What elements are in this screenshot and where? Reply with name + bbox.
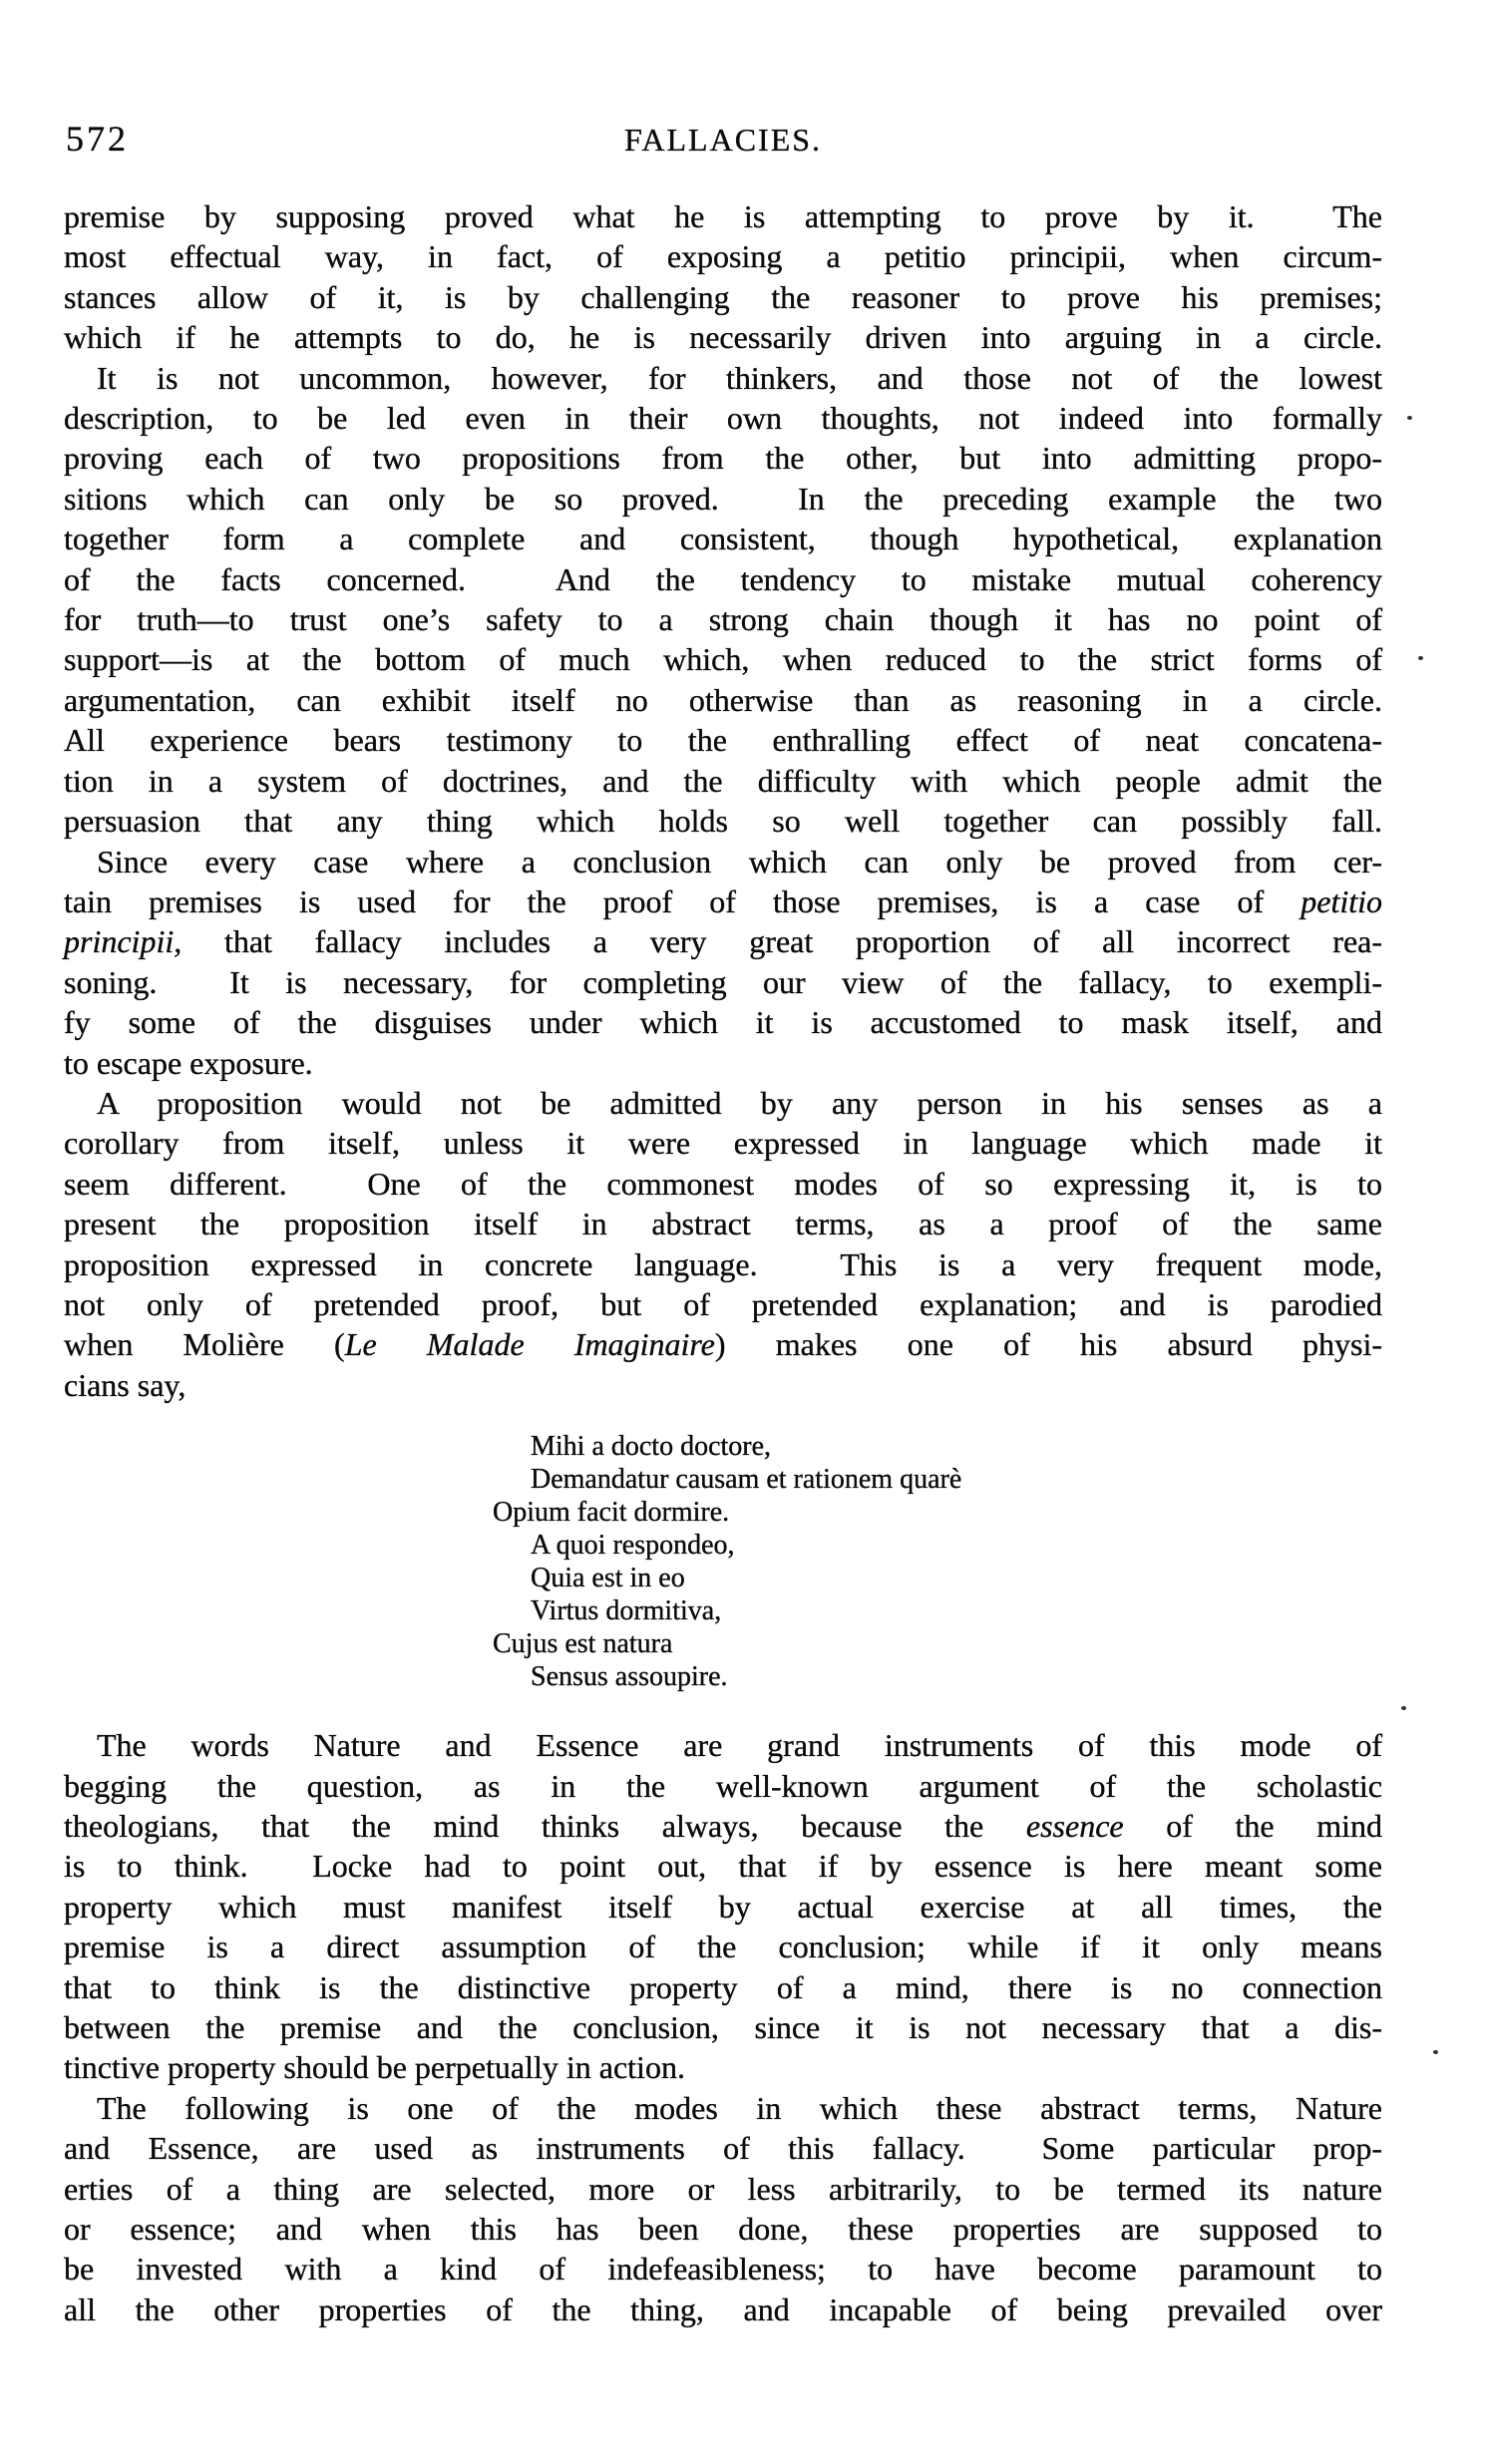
text-line: or essence; and when this has been done, these properties are supposed to — [64, 2211, 1382, 2248]
paragraph — [64, 196, 1382, 358]
text-line: together form a complete and consistent, though hypothetical, explanation — [64, 521, 1382, 557]
text-line: begging the question, as in the well-known argument of the scholastic — [64, 1767, 1382, 1804]
text-line: which if he attempts to do, he is necessarily driven into arguing in a circle. — [64, 319, 1382, 356]
verse-line: Demandatur causam et rationem quarè — [531, 1464, 962, 1496]
paragraph — [64, 2088, 1382, 2329]
paragraph — [64, 842, 1382, 1083]
text-line: present the proposition itself in abstract terms, as a proof of the same — [64, 1206, 1382, 1242]
paragraph — [64, 1725, 1382, 2088]
scan-speck — [1418, 656, 1423, 660]
page-body — [64, 196, 1382, 2329]
scan-speck — [1407, 416, 1412, 420]
text-line: persuasion that any thing which holds so well together can possibly fall. — [64, 803, 1382, 840]
text-line: sitions which can only be so proved. In the preceding example the two — [64, 480, 1382, 517]
text-line: between the premise and the conclusion, since it is not necessary that a dis- — [64, 2009, 1382, 2046]
verse-line: Opium facit dormire. — [493, 1497, 730, 1529]
text-line: proposition expressed in concrete language. This is a very frequent mode, — [64, 1245, 1382, 1282]
text-line: A proposition would not be admitted by any person in his senses as a — [97, 1084, 1382, 1121]
verse-line: Mihi a docto doctore, — [531, 1431, 772, 1463]
text-line: be invested with a kind of indefeasibleness; to have become paramount to — [64, 2251, 1382, 2288]
text-line: fy some of the disguises under which it is accustomed to mask itself, and — [64, 1004, 1382, 1041]
text-line: proving each of two propositions from the other, but into admitting propo- — [64, 440, 1382, 477]
text-line: property which must manifest itself by actual exercise at all times, the — [64, 1888, 1382, 1925]
text-line: and Essence, are used as instruments of this fallacy. Some particular prop- — [64, 2130, 1382, 2167]
text-line: All experience bears testimony to the enthralling effect of neat concatena- — [64, 722, 1382, 759]
text-line: to escape exposure. — [64, 1044, 313, 1081]
verse-line: A quoi respondeo, — [531, 1530, 735, 1562]
text-line: premise is a direct assumption of the conclusion; while if it only means — [64, 1929, 1382, 1965]
text-line: when Molière (Le Malade Imaginaire) makes one of his absurd physi- — [64, 1326, 1383, 1363]
text-line: premise by supposing proved what he is attempting to prove by it. The — [64, 198, 1382, 234]
text-line: tinctive property should be perpetually in action. — [64, 2049, 685, 2086]
text-line: that to think is the distinctive property of a mind, there is no connection — [64, 1968, 1382, 2005]
text-line: tion in a system of doctrines, and the difficulty with which people admit the — [64, 762, 1382, 799]
paragraph — [64, 358, 1382, 842]
text-line: corollary from itself, unless it were expressed in language which made it — [64, 1125, 1382, 1162]
text-line: Since every case where a conclusion which can only be proved from cer- — [97, 843, 1382, 880]
verse-line: Virtus dormitiva, — [531, 1595, 722, 1627]
text-line: theologians, that the mind thinks always, because the essence of the mind — [64, 1808, 1383, 1844]
text-line: erties of a thing are selected, more or less arbitrarily, to be termed its nature — [64, 2170, 1382, 2207]
text-line: The words Nature and Essence are grand instruments of this mode of — [97, 1727, 1382, 1764]
text-line: description, to be led even in their own thoughts, not indeed into formally — [64, 400, 1382, 437]
scan-speck — [1433, 2050, 1438, 2054]
text-line: is to think. Locke had to point out, that if by essence is here meant some — [64, 1848, 1382, 1885]
text-line: stances allow of it, is by challenging the reasoner to prove his premises; — [64, 278, 1382, 315]
text-line: not only of pretended proof, but of pretended explanation; and is parodied — [64, 1285, 1382, 1322]
text-line: tain premises is used for the proof of those premises, is a case of petitio — [64, 882, 1382, 919]
verse-line: Quia est in eo — [531, 1563, 685, 1594]
text-line: argumentation, can exhibit itself no otherwise than as reasoning in a circle. — [64, 681, 1382, 718]
page-number: 572 — [66, 119, 129, 159]
text-line: seem different. One of the commonest modes of so expressing it, is to — [64, 1165, 1382, 1202]
running-header-title: FALLACIES. — [623, 122, 823, 158]
scan-speck — [1401, 1706, 1406, 1710]
text-line: for truth—to trust one’s safety to a strong chain though it has no point of — [64, 601, 1382, 638]
verse-block — [493, 1430, 1382, 1693]
text-line: principii, that fallacy includes a very great proportion of all incorrect rea- — [64, 923, 1382, 960]
text-line: of the facts concerned. And the tendency to mistake mutual coherency — [64, 560, 1382, 597]
text-line: support—is at the bottom of much which, when reduced to the strict forms of — [64, 641, 1382, 678]
paragraph — [64, 1083, 1382, 1405]
text-line: all the other properties of the thing, and incapable of being prevailed over — [64, 2290, 1382, 2327]
verse-line: Cujus est natura — [493, 1628, 673, 1660]
text-line: It is not uncommon, however, for thinkers, and those not of the lowest — [97, 359, 1382, 396]
text-line: soning. It is necessary, for completing our view of the fallacy, to exempli- — [64, 963, 1382, 1000]
text-line: cians say, — [64, 1366, 186, 1403]
text-line: most effectual way, in fact, of exposing a petitio principii, when circum- — [64, 238, 1382, 275]
verse-line: Sensus assoupire. — [531, 1661, 728, 1693]
text-line: The following is one of the modes in which these abstract terms, Nature — [97, 2089, 1382, 2126]
